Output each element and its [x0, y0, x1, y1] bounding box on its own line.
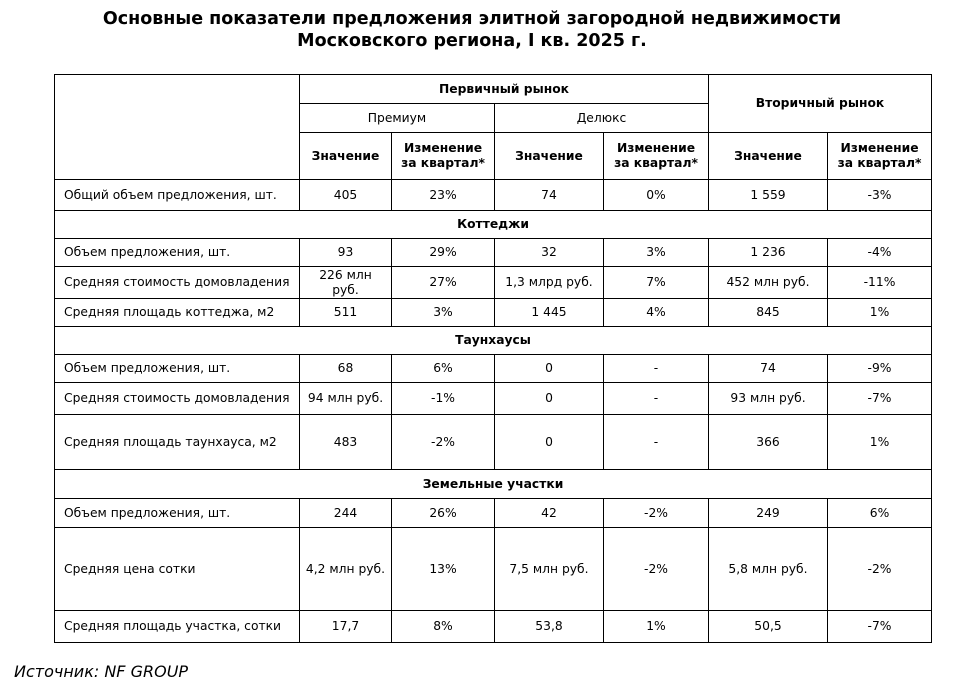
table-row — [55, 415, 932, 470]
table-cell: -2% — [392, 415, 495, 470]
table-cell: 13% — [392, 528, 495, 611]
table-row-total — [55, 180, 932, 211]
section-row-cottages — [55, 211, 932, 239]
header-secondary-value: Значение — [709, 133, 828, 180]
header-premium-change: Изменение за квартал* — [392, 133, 495, 180]
table-row — [55, 299, 932, 327]
table-row — [55, 611, 932, 643]
table-cell: 26% — [392, 499, 495, 528]
table-cell: 366 — [709, 415, 828, 470]
section-row-land — [55, 470, 932, 499]
table-cell: 249 — [709, 499, 828, 528]
table-cell: 5,8 млн руб. — [709, 528, 828, 611]
table-cell: -2% — [828, 528, 932, 611]
table-cell: 32 — [495, 239, 604, 267]
table-cell: 94 млн руб. — [300, 383, 392, 415]
table-cell: 1% — [604, 611, 709, 643]
table-cell: 29% — [392, 239, 495, 267]
table-cell: 3% — [604, 239, 709, 267]
table-cell: 226 млн руб. — [300, 267, 392, 299]
section-title-land: Земельные участки — [55, 470, 932, 499]
row-label: Средняя стоимость домовладения — [55, 383, 300, 415]
table-cell: 0% — [604, 180, 709, 211]
table-cell: 6% — [392, 355, 495, 383]
table-cell: 68 — [300, 355, 392, 383]
table-row — [55, 355, 932, 383]
table-cell: 74 — [495, 180, 604, 211]
header-deluxe-value: Значение — [495, 133, 604, 180]
table-cell: 27% — [392, 267, 495, 299]
table-cell: -2% — [604, 528, 709, 611]
table-cell: -2% — [604, 499, 709, 528]
table-cell: 1 445 — [495, 299, 604, 327]
table-cell: 845 — [709, 299, 828, 327]
header-row-1 — [55, 75, 932, 104]
table-cell: 8% — [392, 611, 495, 643]
row-label: Средняя стоимость домовладения — [55, 267, 300, 299]
table-cell: 17,7 — [300, 611, 392, 643]
table-cell: 405 — [300, 180, 392, 211]
table-cell: 0 — [495, 355, 604, 383]
table-cell: -4% — [828, 239, 932, 267]
table-row — [55, 267, 932, 299]
header-secondary-market: Вторичный рынок — [709, 75, 932, 133]
table-cell: 93 млн руб. — [709, 383, 828, 415]
header-deluxe: Делюкс — [495, 104, 709, 133]
table-cell: 0 — [495, 415, 604, 470]
row-label: Средняя площадь таунхауса, м2 — [55, 415, 300, 470]
table-cell: 23% — [392, 180, 495, 211]
table-cell: 42 — [495, 499, 604, 528]
table-cell: 50,5 — [709, 611, 828, 643]
table-cell: 1% — [828, 299, 932, 327]
table-cell: 1,3 млрд руб. — [495, 267, 604, 299]
table-cell: 4% — [604, 299, 709, 327]
section-title-townhouses: Таунхаусы — [55, 327, 932, 355]
table-cell: 1% — [828, 415, 932, 470]
table-row — [55, 239, 932, 267]
table-cell: -1% — [392, 383, 495, 415]
table-cell: 7,5 млн руб. — [495, 528, 604, 611]
header-premium: Премиум — [300, 104, 495, 133]
source-note: Источник: NF GROUP — [14, 662, 189, 681]
table-cell: 93 — [300, 239, 392, 267]
table-row — [55, 499, 932, 528]
title-line-1: Основные показатели предложения элитной загородной недвижимости — [102, 9, 842, 29]
header-secondary-change: Изменение за квартал* — [828, 133, 932, 180]
table-cell: 1 559 — [709, 180, 828, 211]
table-cell: 244 — [300, 499, 392, 528]
row-label: Средняя площадь участка, сотки — [55, 611, 300, 643]
table-row — [55, 383, 932, 415]
row-label: Объем предложения, шт. — [55, 499, 300, 528]
table-cell: 483 — [300, 415, 392, 470]
table-cell: 7% — [604, 267, 709, 299]
section-title-cottages: Коттеджи — [55, 211, 932, 239]
table-cell: 74 — [709, 355, 828, 383]
table-cell: 4,2 млн руб. — [300, 528, 392, 611]
table-cell: -9% — [828, 355, 932, 383]
header-deluxe-change: Изменение за квартал* — [604, 133, 709, 180]
table-cell: 6% — [828, 499, 932, 528]
section-row-townhouses — [55, 327, 932, 355]
table-cell: 452 млн руб. — [709, 267, 828, 299]
title-line-2: Московского региона, I кв. 2025 г. — [297, 31, 647, 51]
table-cell: - — [604, 383, 709, 415]
row-label: Общий объем предложения, шт. — [55, 180, 300, 211]
table-cell: 511 — [300, 299, 392, 327]
header-premium-value: Значение — [300, 133, 392, 180]
indicators-table — [54, 74, 932, 643]
table-cell: - — [604, 355, 709, 383]
table-cell: -7% — [828, 611, 932, 643]
header-corner-cell — [55, 75, 300, 180]
table-cell: 53,8 — [495, 611, 604, 643]
table-cell: 1 236 — [709, 239, 828, 267]
row-label: Объем предложения, шт. — [55, 239, 300, 267]
table-cell: - — [604, 415, 709, 470]
table-cell: -11% — [828, 267, 932, 299]
row-label: Средняя площадь коттеджа, м2 — [55, 299, 300, 327]
header-primary-market: Первичный рынок — [300, 75, 709, 104]
table-cell: -7% — [828, 383, 932, 415]
row-label: Объем предложения, шт. — [55, 355, 300, 383]
table-cell: 3% — [392, 299, 495, 327]
table-cell: -3% — [828, 180, 932, 211]
row-label: Средняя цена сотки — [55, 528, 300, 611]
table-row — [55, 528, 932, 611]
table-cell: 0 — [495, 383, 604, 415]
page-title — [0, 8, 944, 52]
